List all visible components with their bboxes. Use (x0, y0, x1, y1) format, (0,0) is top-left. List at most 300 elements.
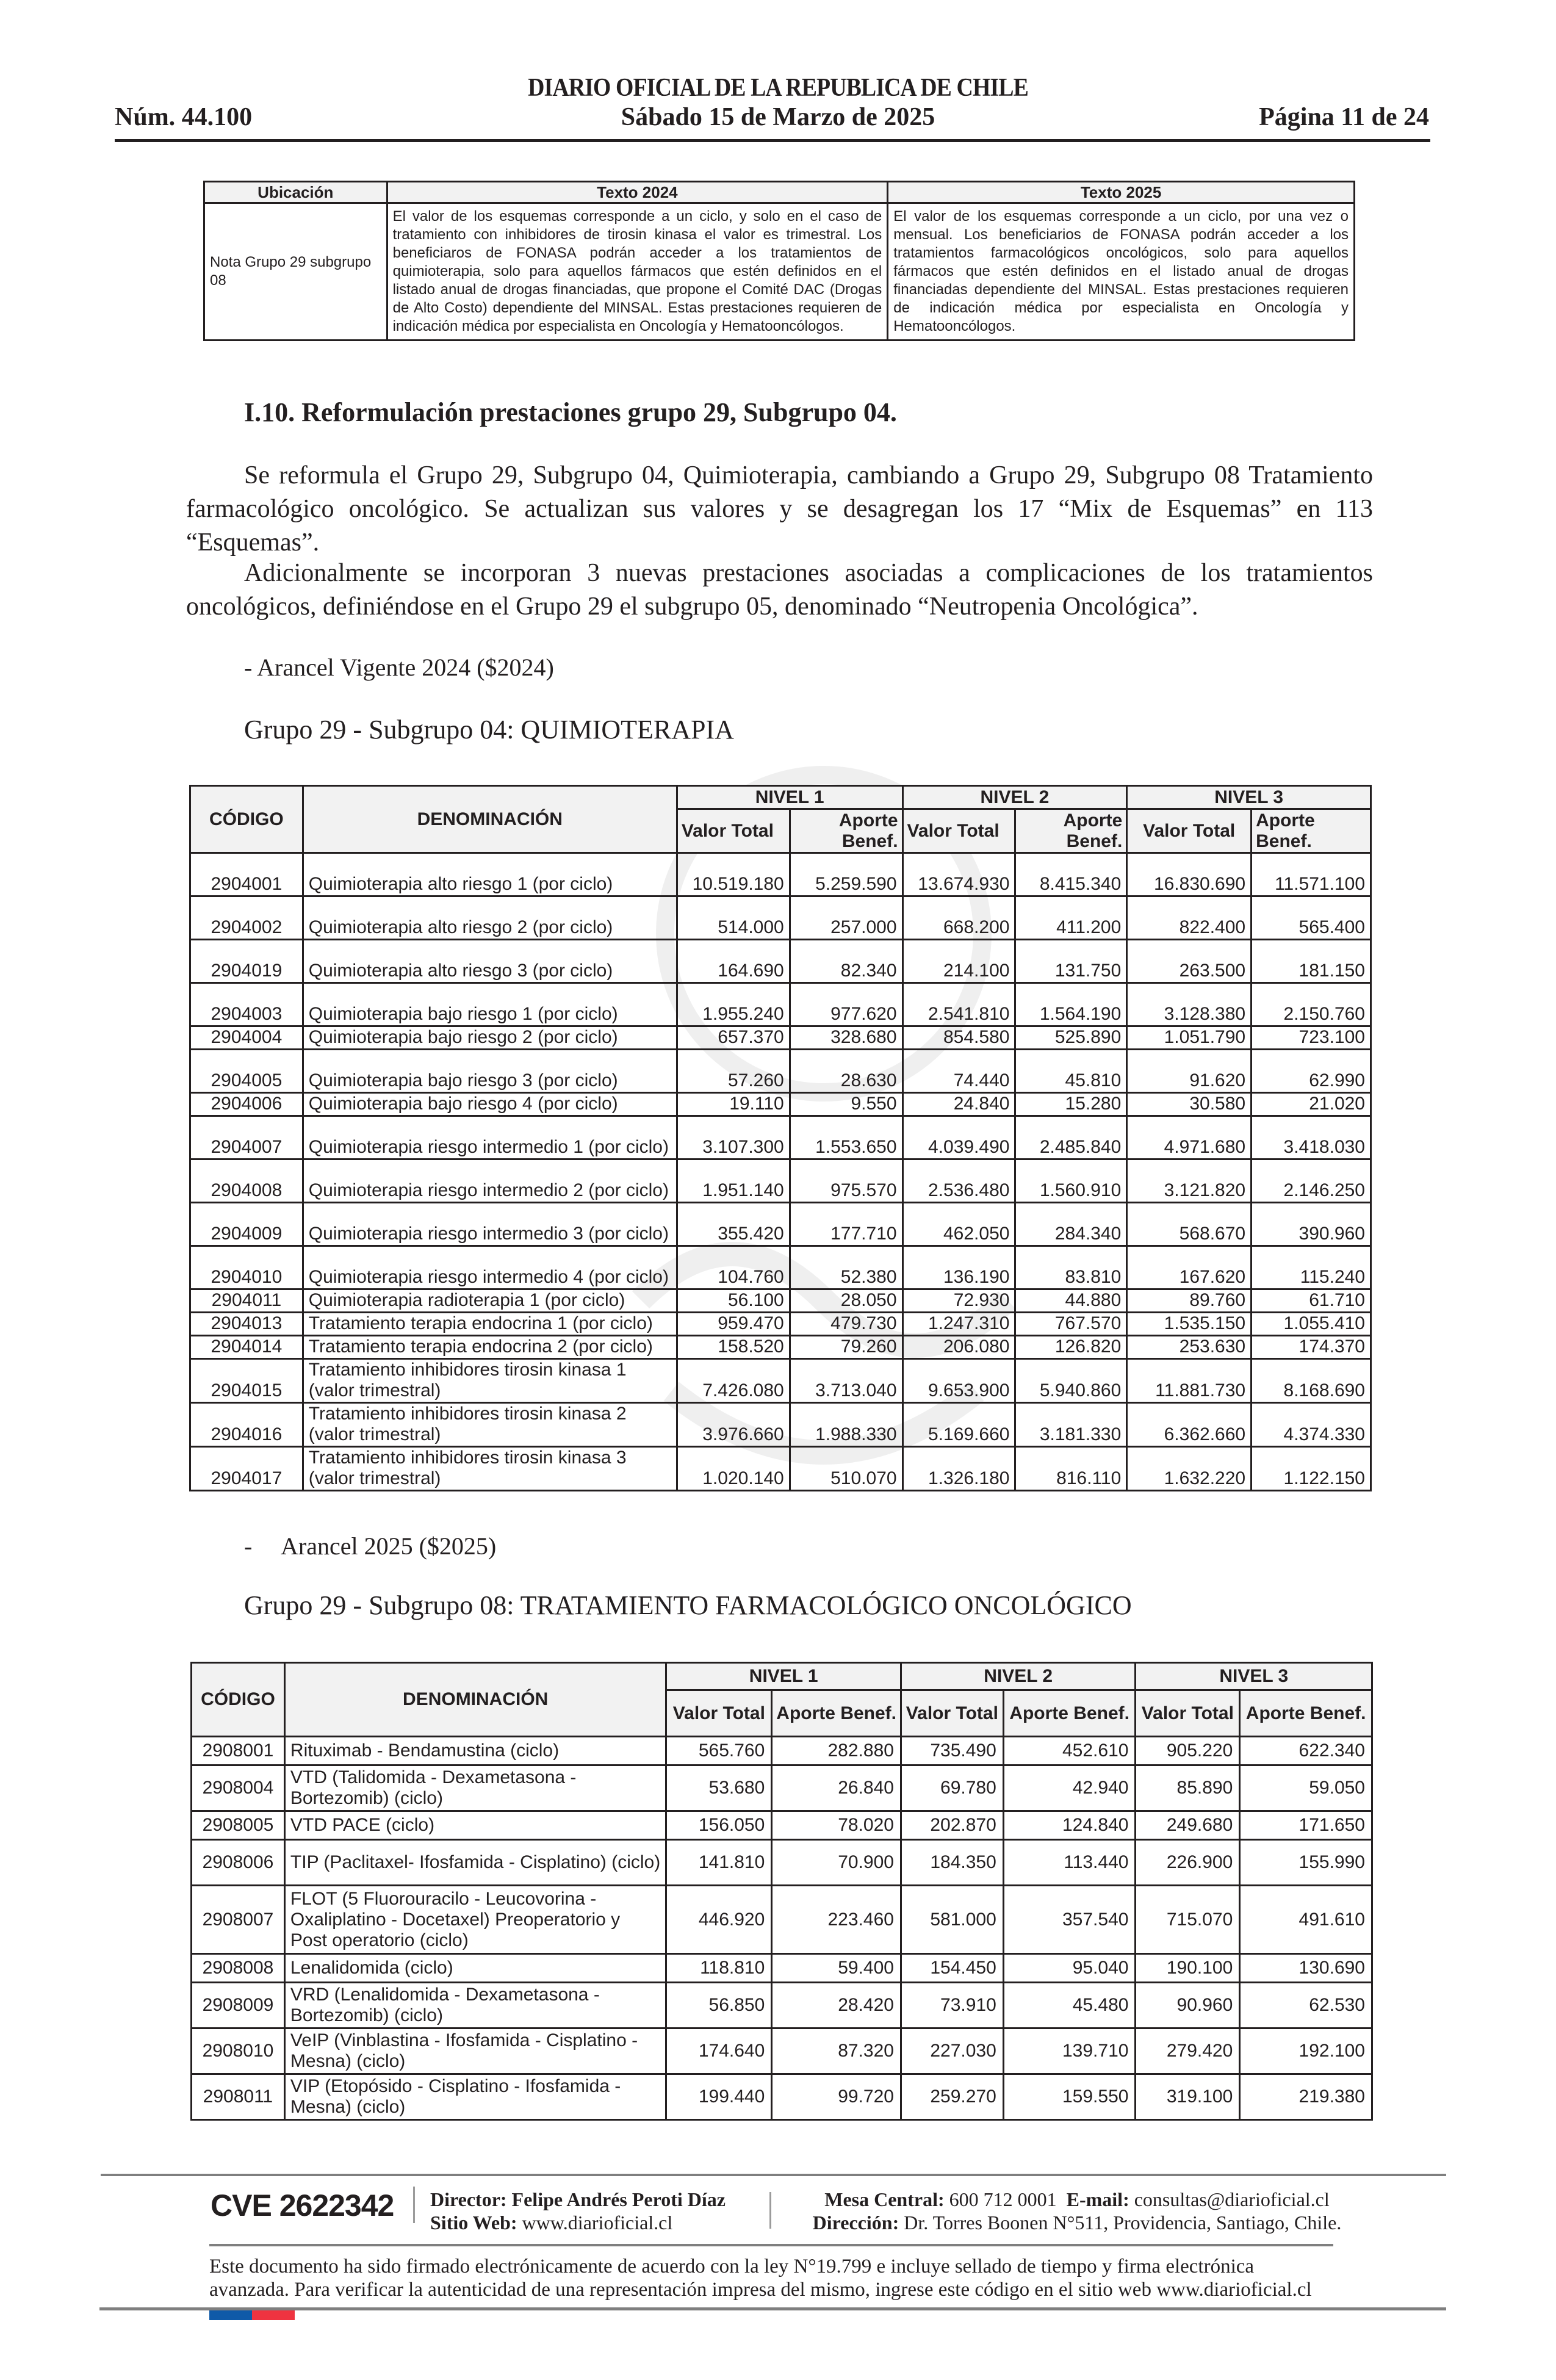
list-dash: - (244, 1532, 253, 1560)
column-header-valor-total: Valor Total (666, 1690, 772, 1737)
n2-aporte-cell: 83.810 (1015, 1246, 1127, 1289)
issue-date: Sábado 15 de Marzo de 2025 (621, 103, 935, 131)
n1-valor-cell: 565.760 (666, 1737, 772, 1765)
n2-valor-cell: 1.326.180 (902, 1447, 1015, 1491)
n2-aporte-cell: 42.940 (1003, 1765, 1136, 1811)
n3-valor-cell: 11.881.730 (1127, 1359, 1252, 1403)
n3-aporte-cell: 4.374.330 (1252, 1403, 1371, 1447)
n1-aporte-cell: 1.553.650 (790, 1116, 902, 1159)
n1-aporte-cell: 26.840 (772, 1765, 901, 1811)
n1-valor-cell: 7.426.080 (677, 1359, 790, 1403)
n1-valor-cell: 3.107.300 (677, 1116, 790, 1159)
denominacion-cell: Quimioterapia bajo riesgo 3 (por ciclo) (303, 1050, 677, 1093)
n1-aporte-cell: 28.630 (790, 1050, 902, 1093)
n3-valor-cell: 715.070 (1136, 1886, 1240, 1954)
codigo-cell: 2908001 (192, 1737, 285, 1765)
n2-aporte-cell: 525.890 (1015, 1026, 1127, 1050)
n2-valor-cell: 184.350 (901, 1840, 1003, 1886)
n1-valor-cell: 355.420 (677, 1203, 790, 1246)
n1-aporte-cell: 257.000 (790, 896, 902, 940)
table-row (190, 1093, 1371, 1116)
n2-aporte-cell: 139.710 (1003, 2028, 1136, 2074)
ubicacion-cell: Nota Grupo 29 subgrupo 08 (204, 203, 387, 341)
denominacion-cell: Quimioterapia riesgo intermedio 2 (por ciclo) (303, 1159, 677, 1203)
codigo-cell: 2908005 (192, 1811, 285, 1840)
n1-aporte-cell: 59.400 (772, 1954, 901, 1983)
table-row (190, 983, 1371, 1026)
n2-valor-cell: 73.910 (901, 1983, 1003, 2028)
codigo-cell: 2904009 (190, 1203, 303, 1246)
column-header-denominacion: DENOMINACIÓN (303, 786, 677, 853)
codigo-cell: 2904002 (190, 896, 303, 940)
denominacion-cell: VTD (Talidomida - Dexametasona - Bortezomib) (ciclo) (284, 1765, 666, 1811)
table-row (190, 1050, 1371, 1093)
denominacion-cell: Quimioterapia alto riesgo 3 (por ciclo) (303, 940, 677, 983)
denominacion-cell: VRD (Lenalidomida - Dexametasona - Bortezomib) (ciclo) (284, 1983, 666, 2028)
denominacion-cell: VIP (Etopósido - Cisplatino - Ifosfamida - Mesna) (ciclo) (284, 2074, 666, 2120)
n2-aporte-cell: 2.485.840 (1015, 1116, 1127, 1159)
issue-number: Núm. 44.100 (115, 103, 253, 131)
column-header-valor-total: Valor Total (902, 809, 1015, 853)
n1-aporte-cell: 177.710 (790, 1203, 902, 1246)
table-row (190, 896, 1371, 940)
n3-valor-cell: 167.620 (1127, 1246, 1252, 1289)
n1-valor-cell: 56.100 (677, 1289, 790, 1313)
n3-aporte-cell: 390.960 (1252, 1203, 1371, 1246)
table-title-grupo-08: Grupo 29 - Subgrupo 08: TRATAMIENTO FARMACOLÓGICO ONCOLÓGICO (244, 1590, 1132, 1620)
denominacion-cell: Tratamiento inhibidores tirosin kinasa 2 (valor trimestral) (303, 1403, 677, 1447)
table-row (192, 1840, 1372, 1886)
director-name: Felipe Andrés Peroti Díaz (511, 2188, 726, 2210)
n2-valor-cell: 259.270 (901, 2074, 1003, 2120)
section-heading: I.10. Reformulación prestaciones grupo 29, Subgrupo 04. (244, 397, 897, 427)
n3-valor-cell: 89.760 (1127, 1289, 1252, 1313)
denominacion-cell: Quimioterapia radioterapia 1 (por ciclo) (303, 1289, 677, 1313)
n3-valor-cell: 249.680 (1136, 1811, 1240, 1840)
denominacion-cell: Rituximab - Bendamustina (ciclo) (284, 1737, 666, 1765)
n1-valor-cell: 19.110 (677, 1093, 790, 1116)
column-header-ubicacion: Ubicación (204, 182, 387, 203)
table-row (190, 1313, 1371, 1336)
n1-aporte-cell: 99.720 (772, 2074, 901, 2120)
n3-valor-cell: 90.960 (1136, 1983, 1240, 2028)
n1-aporte-cell: 28.420 (772, 1983, 901, 2028)
n3-aporte-cell: 192.100 (1240, 2028, 1372, 2074)
n2-aporte-cell: 15.280 (1015, 1093, 1127, 1116)
column-header-nivel-2: NIVEL 2 (902, 786, 1127, 809)
n1-valor-cell: 158.520 (677, 1336, 790, 1359)
n3-valor-cell: 85.890 (1136, 1765, 1240, 1811)
tariff-table-2024 (189, 785, 1372, 1491)
n2-valor-cell: 581.000 (901, 1886, 1003, 1954)
column-header-valor-total: Valor Total (677, 809, 790, 853)
table-row (192, 1983, 1372, 2028)
column-header-denominacion: DENOMINACIÓN (284, 1663, 666, 1737)
n3-valor-cell: 190.100 (1136, 1954, 1240, 1983)
n2-valor-cell: 4.039.490 (902, 1116, 1015, 1159)
n1-valor-cell: 1.020.140 (677, 1447, 790, 1491)
n1-aporte-cell: 510.070 (790, 1447, 902, 1491)
n3-aporte-cell: 1.055.410 (1252, 1313, 1371, 1336)
table-row (190, 1203, 1371, 1246)
n3-aporte-cell: 62.990 (1252, 1050, 1371, 1093)
column-header-valor-total: Valor Total (1136, 1690, 1240, 1737)
table-row (192, 1886, 1372, 1954)
legal-notice: Este documento ha sido firmado electrónicamente de acuerdo con la ley N°19.799 e incluye sellado de tiempo y firma electrónica avanzada. Para verificar la autenticidad de una representación impresa del mismo, ingrese este código en el sitio web www.diarioficial.cl (209, 2256, 1312, 2301)
n3-aporte-cell: 11.571.100 (1252, 853, 1371, 896)
denominacion-cell: FLOT (5 Fluorouracilo - Leucovorina - Oxaliplatino - Docetaxel) Preoperatorio y Post operatorio (ciclo) (284, 1886, 666, 1954)
texto-2025-cell: El valor de los esquemas corresponde a un ciclo, por una vez o mensual. Los beneficiarios de FONASA podrán acceder a los tratamientos farmacológicos oncológicos, solo para aquellos fármacos que estén definidos en el listado anual de drogas financiadas dependiente del MINSAL. Estas prestaciones requieren de indicación médica por especialista en Oncología y Hematooncólogos. (888, 203, 1355, 341)
n3-valor-cell: 30.580 (1127, 1093, 1252, 1116)
denominacion-cell: Quimioterapia riesgo intermedio 3 (por ciclo) (303, 1203, 677, 1246)
n2-valor-cell: 2.541.810 (902, 983, 1015, 1026)
n3-valor-cell: 822.400 (1127, 896, 1252, 940)
n1-valor-cell: 118.810 (666, 1954, 772, 1983)
n2-aporte-cell: 131.750 (1015, 940, 1127, 983)
n3-aporte-cell: 174.370 (1252, 1336, 1371, 1359)
n1-valor-cell: 56.850 (666, 1983, 772, 2028)
flag-stripe-red (252, 2310, 295, 2320)
n3-aporte-cell: 219.380 (1240, 2074, 1372, 2120)
n1-valor-cell: 3.976.660 (677, 1403, 790, 1447)
n1-aporte-cell: 328.680 (790, 1026, 902, 1050)
table-row (190, 1159, 1371, 1203)
texto-2024-cell: El valor de los esquemas corresponde a un ciclo, y solo en el caso de tratamiento con inhibidores de tirosin kinasa el valor es trimestral. Los beneficiaros de FONASA podrán acceder a los tratamientos de quimioterapia, solo para aquellos fármacos que estén definidos en el listado anual de drogas financiadas, que propone el Comité DAC (Drogas de Alto Costo) dependiente del MINSAL. Estas prestaciones requieren de indicación médica por especialista en Oncología y Hematooncólogos. (387, 203, 888, 341)
table-row (192, 2074, 1372, 2120)
codigo-cell: 2904005 (190, 1050, 303, 1093)
cve-code: CVE 2622342 (211, 2188, 394, 2223)
n3-aporte-cell: 130.690 (1240, 1954, 1372, 1983)
denominacion-cell: Quimioterapia alto riesgo 1 (por ciclo) (303, 853, 677, 896)
n3-valor-cell: 226.900 (1136, 1840, 1240, 1886)
n2-valor-cell: 2.536.480 (902, 1159, 1015, 1203)
column-header-aporte-benef: Aporte Benef. (1015, 809, 1127, 853)
mesa-phone: 600 712 0001 (949, 2188, 1057, 2210)
n3-aporte-cell: 491.610 (1240, 1886, 1372, 1954)
n3-aporte-cell: 723.100 (1252, 1026, 1371, 1050)
codigo-cell: 2904006 (190, 1093, 303, 1116)
column-header-aporte-benef: Aporte Benef. (1003, 1690, 1136, 1737)
n1-aporte-cell: 282.880 (772, 1737, 901, 1765)
comparison-table (203, 181, 1355, 341)
n1-aporte-cell: 223.460 (772, 1886, 901, 1954)
paragraph: Adicionalmente se incorporan 3 nuevas prestaciones asociadas a complicaciones de los tratamientos oncológicos, definiéndose en el Grupo 29 el subgrupo 05, denominado “Neutropenia Oncológica”. (186, 559, 1373, 621)
n2-valor-cell: 13.674.930 (902, 853, 1015, 896)
footer-rule (99, 2307, 1446, 2310)
n2-valor-cell: 69.780 (901, 1765, 1003, 1811)
denominacion-cell: Tratamiento terapia endocrina 1 (por ciclo) (303, 1313, 677, 1336)
table-row (192, 1811, 1372, 1840)
table-row (190, 1246, 1371, 1289)
n1-valor-cell: 199.440 (666, 2074, 772, 2120)
denominacion-cell: Tratamiento terapia endocrina 2 (por ciclo) (303, 1336, 677, 1359)
n2-aporte-cell: 5.940.860 (1015, 1359, 1127, 1403)
column-header-nivel-1: NIVEL 1 (677, 786, 902, 809)
n1-valor-cell: 1.951.140 (677, 1159, 790, 1203)
denominacion-cell: VeIP (Vinblastina - Ifosfamida - Cisplatino - Mesna) (ciclo) (284, 2028, 666, 2074)
footer-director (430, 2188, 726, 2234)
n2-valor-cell: 24.840 (902, 1093, 1015, 1116)
n1-aporte-cell: 1.988.330 (790, 1403, 902, 1447)
n1-aporte-cell: 3.713.040 (790, 1359, 902, 1403)
n3-valor-cell: 905.220 (1136, 1737, 1240, 1765)
n3-aporte-cell: 8.168.690 (1252, 1359, 1371, 1403)
column-header-nivel-1: NIVEL 1 (666, 1663, 901, 1690)
n3-aporte-cell: 1.122.150 (1252, 1447, 1371, 1491)
n3-aporte-cell: 61.710 (1252, 1289, 1371, 1313)
n2-aporte-cell: 95.040 (1003, 1954, 1136, 1983)
table-row (190, 1289, 1371, 1313)
n3-valor-cell: 1.535.150 (1127, 1313, 1252, 1336)
n3-valor-cell: 91.620 (1127, 1050, 1252, 1093)
n2-aporte-cell: 45.480 (1003, 1983, 1136, 2028)
table-row (192, 2028, 1372, 2074)
n2-aporte-cell: 8.415.340 (1015, 853, 1127, 896)
n2-aporte-cell: 816.110 (1015, 1447, 1127, 1491)
web-label: Sitio Web: (430, 2212, 517, 2234)
n3-aporte-cell: 622.340 (1240, 1737, 1372, 1765)
n2-valor-cell: 154.450 (901, 1954, 1003, 1983)
n2-aporte-cell: 452.610 (1003, 1737, 1136, 1765)
column-header-texto-2025: Texto 2025 (888, 182, 1355, 203)
header-rule (115, 139, 1430, 142)
n3-valor-cell: 4.971.680 (1127, 1116, 1252, 1159)
arancel-2025-text: Arancel 2025 ($2025) (281, 1532, 497, 1560)
table-row (192, 1765, 1372, 1811)
n3-valor-cell: 6.362.660 (1127, 1403, 1252, 1447)
n3-aporte-cell: 2.146.250 (1252, 1159, 1371, 1203)
web-link[interactable]: www.diarioficial.cl (522, 2212, 673, 2234)
codigo-cell: 2904003 (190, 983, 303, 1026)
footer-contact (784, 2188, 1370, 2234)
n1-valor-cell: 57.260 (677, 1050, 790, 1093)
column-header-aporte-benef: Aporte Benef. (1252, 809, 1371, 853)
table-title-grupo-04: Grupo 29 - Subgrupo 04: QUIMIOTERAPIA (244, 715, 734, 745)
n1-aporte-cell: 5.259.590 (790, 853, 902, 896)
n2-valor-cell: 5.169.660 (902, 1403, 1015, 1447)
table-row (190, 1336, 1371, 1359)
arancel-2025-label (244, 1532, 496, 1560)
denominacion-cell: Quimioterapia riesgo intermedio 1 (por ciclo) (303, 1116, 677, 1159)
n1-valor-cell: 141.810 (666, 1840, 772, 1886)
mesa-label: Mesa Central: (824, 2188, 945, 2210)
footer-rule (209, 2244, 1333, 2246)
n1-aporte-cell: 977.620 (790, 983, 902, 1026)
denominacion-cell: Quimioterapia alto riesgo 2 (por ciclo) (303, 896, 677, 940)
table-row (190, 853, 1371, 896)
column-header-nivel-2: NIVEL 2 (901, 1663, 1136, 1690)
table-row (204, 203, 1355, 341)
n1-aporte-cell: 479.730 (790, 1313, 902, 1336)
denominacion-cell: Lenalidomida (ciclo) (284, 1954, 666, 1983)
codigo-cell: 2904011 (190, 1289, 303, 1313)
n1-valor-cell: 53.680 (666, 1765, 772, 1811)
codigo-cell: 2908008 (192, 1954, 285, 1983)
codigo-cell: 2904004 (190, 1026, 303, 1050)
n2-valor-cell: 136.190 (902, 1246, 1015, 1289)
codigo-cell: 2904016 (190, 1403, 303, 1447)
n3-aporte-cell: 115.240 (1252, 1246, 1371, 1289)
n3-valor-cell: 1.632.220 (1127, 1447, 1252, 1491)
n1-aporte-cell: 975.570 (790, 1159, 902, 1203)
n1-valor-cell: 104.760 (677, 1246, 790, 1289)
email-label: E-mail: (1066, 2188, 1129, 2210)
footer-rule (101, 2174, 1446, 2176)
n3-valor-cell: 3.121.820 (1127, 1159, 1252, 1203)
codigo-cell: 2904015 (190, 1359, 303, 1403)
codigo-cell: 2908009 (192, 1983, 285, 2028)
n3-aporte-cell: 3.418.030 (1252, 1116, 1371, 1159)
column-header-aporte-benef: Aporte Benef. (772, 1690, 901, 1737)
codigo-cell: 2904010 (190, 1246, 303, 1289)
tariff-table-2025 (190, 1662, 1373, 2121)
codigo-cell: 2908011 (192, 2074, 285, 2120)
table-row (192, 1954, 1372, 1983)
n1-valor-cell: 514.000 (677, 896, 790, 940)
n3-valor-cell: 16.830.690 (1127, 853, 1252, 896)
footer-separator (413, 2187, 415, 2223)
n1-valor-cell: 164.690 (677, 940, 790, 983)
n1-aporte-cell: 52.380 (790, 1246, 902, 1289)
n3-aporte-cell: 59.050 (1240, 1765, 1372, 1811)
n3-aporte-cell: 2.150.760 (1252, 983, 1371, 1026)
codigo-cell: 2904019 (190, 940, 303, 983)
n1-valor-cell: 174.640 (666, 2028, 772, 2074)
n3-aporte-cell: 565.400 (1252, 896, 1371, 940)
denominacion-cell: Quimioterapia bajo riesgo 4 (por ciclo) (303, 1093, 677, 1116)
n2-valor-cell: 206.080 (902, 1336, 1015, 1359)
n3-valor-cell: 319.100 (1136, 2074, 1240, 2120)
n2-valor-cell: 735.490 (901, 1737, 1003, 1765)
n3-valor-cell: 3.128.380 (1127, 983, 1252, 1026)
table-row (192, 1737, 1372, 1765)
n2-aporte-cell: 411.200 (1015, 896, 1127, 940)
codigo-cell: 2904017 (190, 1447, 303, 1491)
codigo-cell: 2904008 (190, 1159, 303, 1203)
denominacion-cell: Quimioterapia bajo riesgo 1 (por ciclo) (303, 983, 677, 1026)
n1-aporte-cell: 87.320 (772, 2028, 901, 2074)
n2-aporte-cell: 159.550 (1003, 2074, 1136, 2120)
codigo-cell: 2908007 (192, 1886, 285, 1954)
n3-aporte-cell: 21.020 (1252, 1093, 1371, 1116)
n1-aporte-cell: 82.340 (790, 940, 902, 983)
n1-valor-cell: 657.370 (677, 1026, 790, 1050)
table-row (190, 1447, 1371, 1491)
n3-valor-cell: 279.420 (1136, 2028, 1240, 2074)
table-row (190, 1403, 1371, 1447)
codigo-cell: 2908006 (192, 1840, 285, 1886)
n2-aporte-cell: 357.540 (1003, 1886, 1136, 1954)
n1-valor-cell: 446.920 (666, 1886, 772, 1954)
n1-valor-cell: 1.955.240 (677, 983, 790, 1026)
flag-stripe-blue (209, 2310, 252, 2320)
n2-valor-cell: 462.050 (902, 1203, 1015, 1246)
n2-aporte-cell: 1.564.190 (1015, 983, 1127, 1026)
page-indicator: Página 11 de 24 (1259, 103, 1429, 131)
column-header-valor-total: Valor Total (1127, 809, 1252, 853)
column-header-valor-total: Valor Total (901, 1690, 1003, 1737)
n1-aporte-cell: 78.020 (772, 1811, 901, 1840)
n2-valor-cell: 9.653.900 (902, 1359, 1015, 1403)
n2-aporte-cell: 113.440 (1003, 1840, 1136, 1886)
codigo-cell: 2908004 (192, 1765, 285, 1811)
direccion-value: Dr. Torres Boonen N°511, Providencia, Santiago, Chile. (904, 2212, 1342, 2234)
n3-valor-cell: 1.051.790 (1127, 1026, 1252, 1050)
column-header-nivel-3: NIVEL 3 (1136, 1663, 1372, 1690)
n2-valor-cell: 74.440 (902, 1050, 1015, 1093)
denominacion-cell: Tratamiento inhibidores tirosin kinasa 3 (valor trimestral) (303, 1447, 677, 1491)
table-row (190, 1026, 1371, 1050)
column-header-nivel-3: NIVEL 3 (1127, 786, 1371, 809)
n3-valor-cell: 253.630 (1127, 1336, 1252, 1359)
n1-aporte-cell: 70.900 (772, 1840, 901, 1886)
n2-valor-cell: 72.930 (902, 1289, 1015, 1313)
n1-aporte-cell: 9.550 (790, 1093, 902, 1116)
codigo-cell: 2904014 (190, 1336, 303, 1359)
email-link[interactable]: consultas@diarioficial.cl (1134, 2188, 1330, 2210)
n2-aporte-cell: 124.840 (1003, 1811, 1136, 1840)
n2-valor-cell: 668.200 (902, 896, 1015, 940)
column-header-codigo: CÓDIGO (190, 786, 303, 853)
footer-separator (769, 2192, 771, 2229)
denominacion-cell: TIP (Paclitaxel- Ifosfamida - Cisplatino) (ciclo) (284, 1840, 666, 1886)
n2-aporte-cell: 126.820 (1015, 1336, 1127, 1359)
n3-valor-cell: 263.500 (1127, 940, 1252, 983)
n1-valor-cell: 156.050 (666, 1811, 772, 1840)
denominacion-cell: Quimioterapia bajo riesgo 2 (por ciclo) (303, 1026, 677, 1050)
paragraph: Se reformula el Grupo 29, Subgrupo 04, Quimioterapia, cambiando a Grupo 29, Subgrupo 08 Tratamiento farmacológico oncológico. Se actualizan sus valores y se desagregan los 17 “Mix de Esquemas” en 113 “Esquemas”. (186, 461, 1373, 557)
arancel-2024-label: - Arancel Vigente 2024 ($2024) (244, 654, 554, 681)
column-header-aporte-benef: Aporte Benef. (1240, 1690, 1372, 1737)
n2-aporte-cell: 3.181.330 (1015, 1403, 1127, 1447)
codigo-cell: 2904007 (190, 1116, 303, 1159)
n3-aporte-cell: 155.990 (1240, 1840, 1372, 1886)
publication-title: DIARIO OFICIAL DE LA REPUBLICA DE CHILE (528, 74, 1028, 102)
table-row (190, 1116, 1371, 1159)
codigo-cell: 2904013 (190, 1313, 303, 1336)
codigo-cell: 2904001 (190, 853, 303, 896)
n1-valor-cell: 10.519.180 (677, 853, 790, 896)
table-row (190, 940, 1371, 983)
n3-aporte-cell: 171.650 (1240, 1811, 1372, 1840)
director-label: Director: (430, 2188, 507, 2210)
direccion-label: Dirección: (812, 2212, 899, 2234)
n2-aporte-cell: 767.570 (1015, 1313, 1127, 1336)
n2-aporte-cell: 1.560.910 (1015, 1159, 1127, 1203)
n2-valor-cell: 214.100 (902, 940, 1015, 983)
column-header-codigo: CÓDIGO (192, 1663, 285, 1737)
table-row (190, 1359, 1371, 1403)
n2-valor-cell: 854.580 (902, 1026, 1015, 1050)
n3-aporte-cell: 62.530 (1240, 1983, 1372, 2028)
n2-aporte-cell: 44.880 (1015, 1289, 1127, 1313)
n1-aporte-cell: 28.050 (790, 1289, 902, 1313)
n3-valor-cell: 568.670 (1127, 1203, 1252, 1246)
column-header-texto-2024: Texto 2024 (387, 182, 888, 203)
denominacion-cell: VTD PACE (ciclo) (284, 1811, 666, 1840)
n2-valor-cell: 227.030 (901, 2028, 1003, 2074)
codigo-cell: 2908010 (192, 2028, 285, 2074)
denominacion-cell: Tratamiento inhibidores tirosin kinasa 1 (valor trimestral) (303, 1359, 677, 1403)
n3-aporte-cell: 181.150 (1252, 940, 1371, 983)
column-header-aporte-benef: Aporte Benef. (790, 809, 902, 853)
n1-valor-cell: 959.470 (677, 1313, 790, 1336)
n2-aporte-cell: 45.810 (1015, 1050, 1127, 1093)
n2-valor-cell: 1.247.310 (902, 1313, 1015, 1336)
n1-aporte-cell: 79.260 (790, 1336, 902, 1359)
n2-aporte-cell: 284.340 (1015, 1203, 1127, 1246)
denominacion-cell: Quimioterapia riesgo intermedio 4 (por ciclo) (303, 1246, 677, 1289)
